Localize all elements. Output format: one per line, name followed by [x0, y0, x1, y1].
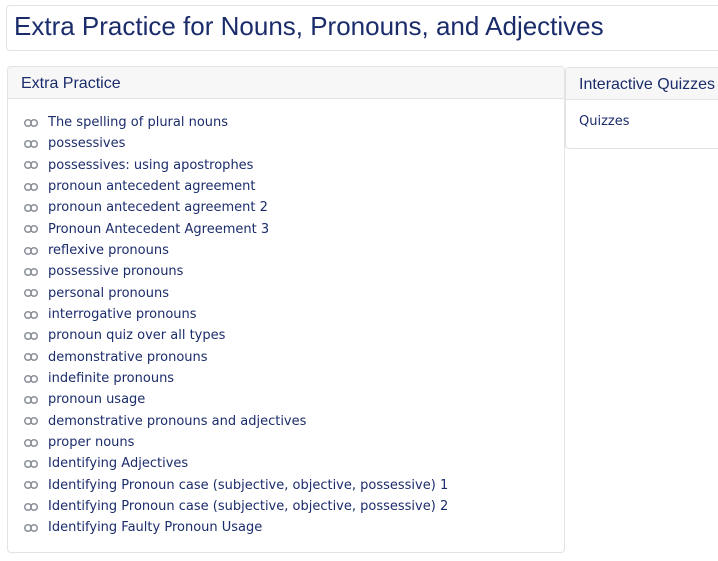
practice-link[interactable]: pronoun antecedent agreement	[48, 179, 256, 195]
practice-link[interactable]: Pronoun Antecedent Agreement 3	[48, 221, 270, 237]
list-item[interactable]	[24, 368, 564, 389]
practice-link[interactable]: pronoun usage	[48, 392, 146, 408]
page-title: Extra Practice for Nouns, Pronouns, and Adjectives	[14, 11, 604, 41]
practice-link[interactable]: pronoun antecedent agreement 2	[48, 200, 268, 216]
practice-link[interactable]: demonstrative pronouns	[48, 349, 208, 365]
link-icon	[24, 417, 38, 425]
link-icon	[24, 225, 38, 233]
list-item[interactable]	[24, 496, 564, 517]
link-icon	[24, 140, 38, 148]
list-item[interactable]	[24, 389, 564, 410]
link-icon	[24, 161, 38, 169]
practice-link[interactable]: possessives: using apostrophes	[48, 157, 254, 173]
practice-link[interactable]: The spelling of plural nouns	[48, 115, 229, 131]
link-icon	[24, 503, 38, 511]
link-icon	[24, 289, 38, 297]
list-item[interactable]	[24, 176, 564, 197]
interactive-quizzes-heading: Interactive Quizzes	[566, 68, 718, 100]
list-item[interactable]	[24, 240, 564, 261]
link-icon	[24, 311, 38, 319]
link-icon	[24, 183, 38, 191]
list-item[interactable]	[24, 219, 564, 240]
practice-link[interactable]: Identifying Faulty Pronoun Usage	[48, 520, 263, 536]
list-item[interactable]	[24, 347, 564, 368]
list-item[interactable]	[24, 155, 564, 176]
link-icon	[24, 460, 38, 468]
link-icon	[24, 204, 38, 212]
practice-link[interactable]: possessives	[48, 136, 126, 152]
practice-link[interactable]: personal pronouns	[48, 285, 169, 301]
practice-link[interactable]: Identifying Pronoun case (subjective, objective, possessive) 1	[48, 477, 449, 493]
list-item[interactable]	[24, 261, 564, 282]
link-icon	[24, 375, 38, 383]
list-item[interactable]	[24, 112, 564, 133]
link-icon	[24, 524, 38, 532]
list-item[interactable]	[24, 197, 564, 218]
practice-link[interactable]: reflexive pronouns	[48, 243, 169, 259]
list-item[interactable]	[24, 283, 564, 304]
link-icon	[24, 332, 38, 340]
link-icon	[24, 353, 38, 361]
extra-practice-heading: Extra Practice	[8, 67, 564, 99]
list-item[interactable]	[24, 325, 564, 346]
list-item[interactable]	[24, 453, 564, 474]
page-title-card	[6, 5, 718, 51]
practice-link[interactable]: pronoun quiz over all types	[48, 328, 226, 344]
practice-link[interactable]: Identifying Adjectives	[48, 456, 189, 472]
practice-link[interactable]: proper nouns	[48, 435, 135, 451]
link-icon	[24, 481, 38, 489]
list-item[interactable]	[24, 475, 564, 496]
list-item[interactable]	[24, 304, 564, 325]
practice-link[interactable]: interrogative pronouns	[48, 307, 197, 323]
link-icon	[24, 119, 38, 127]
extra-practice-panel	[7, 66, 565, 553]
list-item[interactable]	[24, 411, 564, 432]
list-item[interactable]	[24, 517, 564, 538]
link-icon	[24, 439, 38, 447]
link-icon	[24, 268, 38, 276]
practice-link[interactable]: indefinite pronouns	[48, 371, 175, 387]
practice-link[interactable]: demonstrative pronouns and adjectives	[48, 413, 307, 429]
link-icon	[24, 247, 38, 255]
quizzes-link[interactable]: Quizzes	[579, 114, 630, 129]
practice-link[interactable]: possessive pronouns	[48, 264, 184, 280]
practice-link[interactable]: Identifying Pronoun case (subjective, objective, possessive) 2	[48, 499, 449, 515]
extra-practice-link-list	[8, 99, 564, 539]
list-item[interactable]	[24, 133, 564, 154]
interactive-quizzes-panel	[565, 67, 718, 149]
link-icon	[24, 396, 38, 404]
list-item[interactable]	[24, 432, 564, 453]
